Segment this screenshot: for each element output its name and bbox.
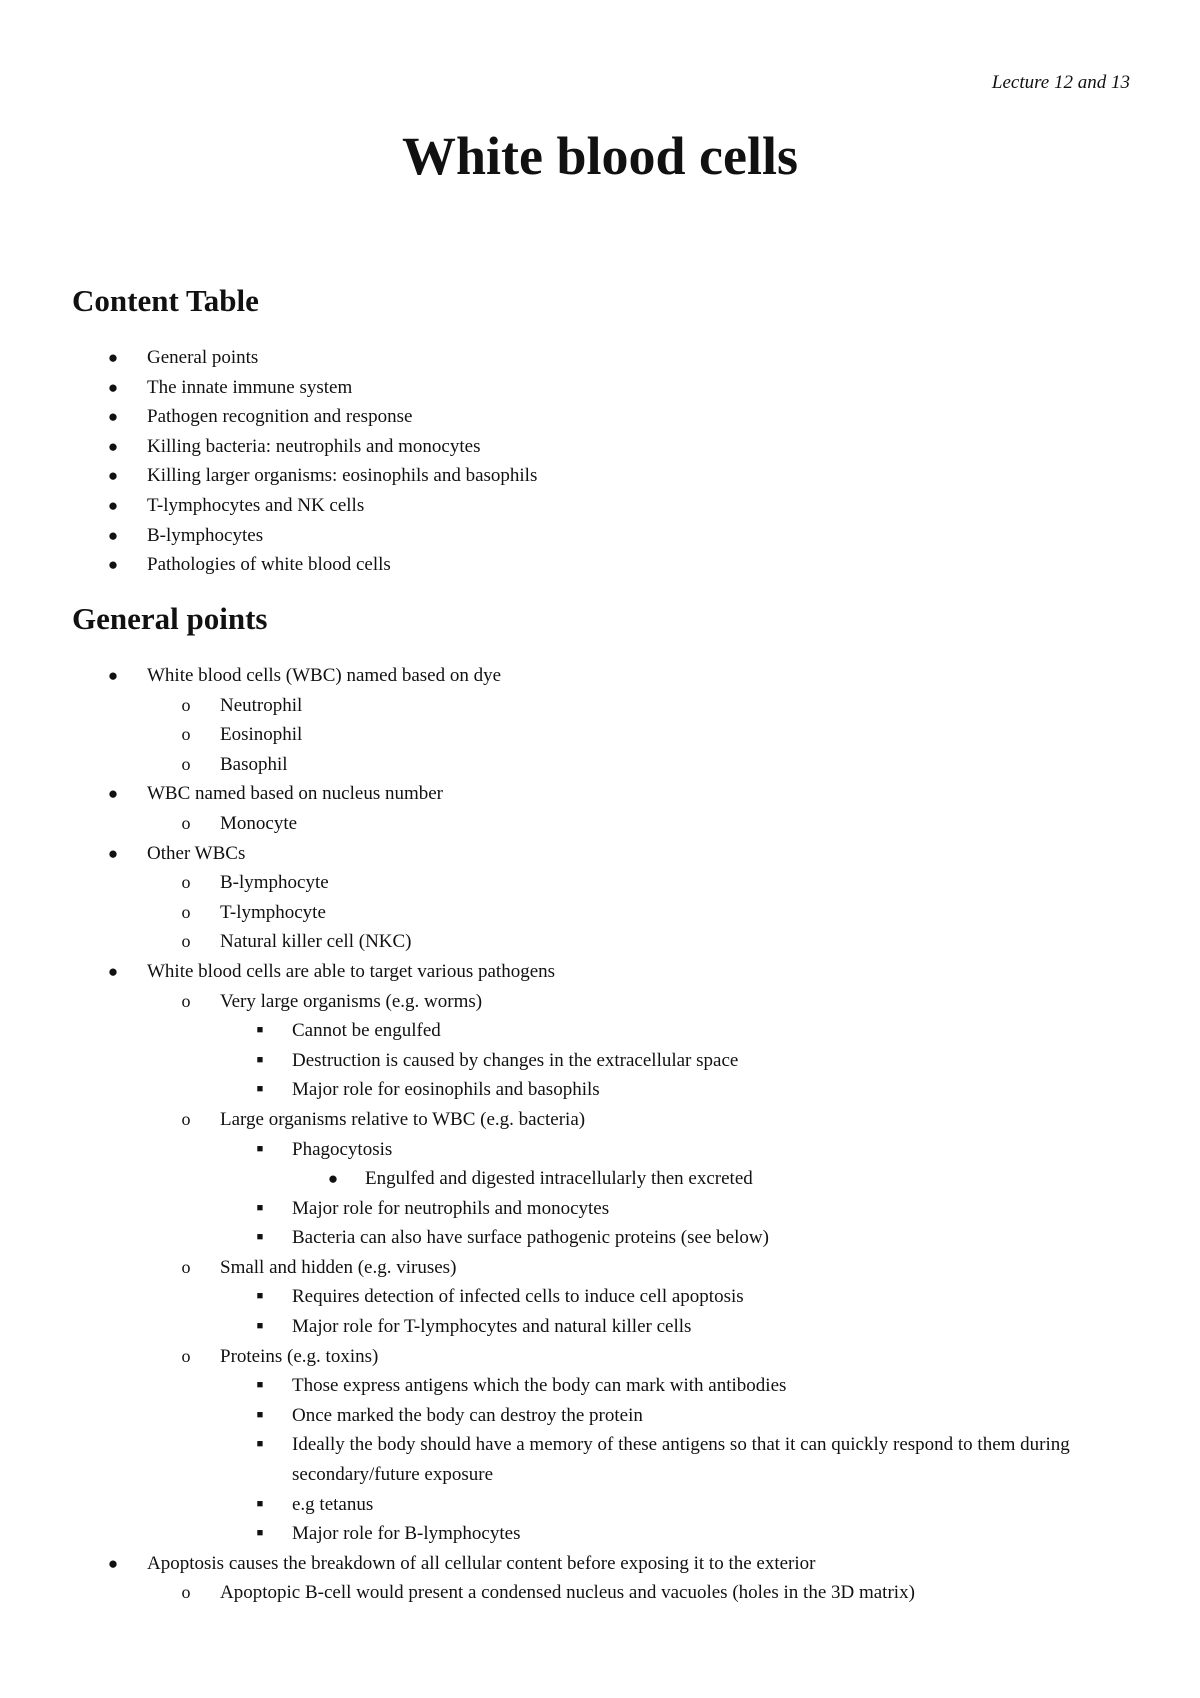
list-item: ■ Major role for neutrophils and monocytes [0, 1194, 1200, 1224]
bullet-icon: ● [107, 436, 119, 456]
circle-bullet-icon: o [181, 1582, 191, 1603]
list-item: ● The innate immune system [0, 373, 1200, 403]
square-bullet-icon: ■ [256, 1497, 264, 1510]
page-title: White blood cells [401, 126, 798, 186]
list-item: ● White blood cells are able to target various pathogens [0, 957, 1200, 987]
list-item: o Natural killer cell (NKC) [0, 927, 1200, 957]
list-item: ■ Major role for eosinophils and basophils [0, 1075, 1200, 1105]
circle-bullet-icon: o [181, 724, 191, 745]
list-item: o Neutrophil [0, 691, 1200, 721]
list-item: ● Other WBCs [0, 839, 1200, 869]
circle-bullet-icon: o [181, 990, 191, 1011]
bullet-icon: ● [107, 525, 119, 545]
circle-bullet-icon: o [181, 1108, 191, 1129]
square-bullet-icon: ■ [256, 1024, 264, 1037]
square-bullet-icon: ■ [256, 1083, 264, 1096]
bullet-icon: ● [107, 495, 119, 515]
list-item: o T-lymphocyte [0, 898, 1200, 928]
bullet-icon: ● [107, 555, 119, 575]
list-item: ● Apoptosis causes the breakdown of all cellular content before exposing it to the exterior [0, 1549, 1200, 1579]
toc-heading: Content Table [72, 283, 259, 318]
list-item: o Apoptopic B-cell would present a condensed nucleus and vacuoles (holes in the 3D matrix) [0, 1578, 1200, 1608]
list-item: ● General points [0, 343, 1200, 373]
list-item: ● Engulfed and digested intracellularly then excreted [0, 1164, 1200, 1194]
square-bullet-icon: ■ [256, 1201, 264, 1214]
lecture-label: Lecture 12 and 13 [991, 72, 1130, 93]
square-bullet-icon: ■ [256, 1379, 264, 1392]
bullet-icon: ● [107, 961, 119, 981]
list-item: ■ Destruction is caused by changes in the extracellular space [0, 1046, 1200, 1076]
circle-bullet-icon: o [181, 753, 191, 774]
list-item: o Proteins (e.g. toxins) [0, 1342, 1200, 1372]
general-points-heading: General points [72, 601, 268, 636]
list-item: ■ Phagocytosis [0, 1135, 1200, 1165]
list-item: o B-lymphocyte [0, 868, 1200, 898]
list-item: ■ Major role for T-lymphocytes and natural killer cells [0, 1312, 1200, 1342]
toc-list [0, 343, 1200, 580]
list-item: ■ Those express antigens which the body can mark with antibodies [0, 1371, 1200, 1401]
list-item: o Eosinophil [0, 720, 1200, 750]
bullet-icon: ● [327, 1169, 339, 1189]
square-bullet-icon: ■ [256, 1053, 264, 1066]
list-item: ■ Bacteria can also have surface pathogenic proteins (see below) [0, 1223, 1200, 1253]
square-bullet-icon: ■ [256, 1527, 264, 1540]
square-bullet-icon: ■ [256, 1408, 264, 1421]
circle-bullet-icon: o [181, 694, 191, 715]
list-item: ● Pathogen recognition and response [0, 402, 1200, 432]
bullet-icon: ● [107, 666, 119, 685]
list-item: ■ Major role for B-lymphocytes [0, 1519, 1200, 1549]
circle-bullet-icon: o [181, 812, 191, 833]
square-bullet-icon: ■ [256, 1142, 264, 1155]
bullet-icon: ● [107, 843, 119, 863]
bullet-icon: ● [107, 377, 119, 397]
circle-bullet-icon: o [181, 1256, 191, 1277]
square-bullet-icon: ■ [256, 1231, 264, 1244]
bullet-icon: ● [107, 348, 119, 367]
list-item: o Small and hidden (e.g. viruses) [0, 1253, 1200, 1283]
list-item: o Basophil [0, 750, 1200, 780]
list-item: ■ Cannot be engulfed [0, 1016, 1200, 1046]
list-item: ● WBC named based on nucleus number [0, 779, 1200, 809]
list-item: o Large organisms relative to WBC (e.g. bacteria) [0, 1105, 1200, 1135]
list-item: ● Killing larger organisms: eosinophils and basophils [0, 461, 1200, 491]
general-points-list [0, 661, 1200, 1608]
list-item: ● B-lymphocytes [0, 521, 1200, 551]
list-item: ■ e.g tetanus [0, 1490, 1200, 1520]
list-item: ■ Requires detection of infected cells to induce cell apoptosis [0, 1282, 1200, 1312]
square-bullet-icon: ■ [256, 1320, 264, 1333]
bullet-icon: ● [107, 407, 119, 427]
circle-bullet-icon: o [181, 931, 191, 952]
list-item: ● T-lymphocytes and NK cells [0, 491, 1200, 521]
list-item: ● Killing bacteria: neutrophils and monocytes [0, 432, 1200, 462]
bullet-icon: ● [107, 784, 119, 804]
list-item: ● Pathologies of white blood cells [0, 550, 1200, 580]
list-item: o Very large organisms (e.g. worms) [0, 987, 1200, 1017]
list-item: o Monocyte [0, 809, 1200, 839]
bullet-icon: ● [107, 466, 119, 486]
circle-bullet-icon: o [181, 872, 191, 893]
list-item: ■ Once marked the body can destroy the protein [0, 1401, 1200, 1431]
square-bullet-icon: ■ [256, 1438, 264, 1451]
circle-bullet-icon: o [181, 901, 191, 922]
circle-bullet-icon: o [181, 1345, 191, 1366]
list-item: ■ Ideally the body should have a memory of these antigens so that it can quickly respond to them during secondary/future exposure [0, 1430, 1200, 1489]
list-item: ● White blood cells (WBC) named based on dye [0, 661, 1200, 691]
bullet-icon: ● [107, 1553, 119, 1573]
square-bullet-icon: ■ [256, 1290, 264, 1303]
